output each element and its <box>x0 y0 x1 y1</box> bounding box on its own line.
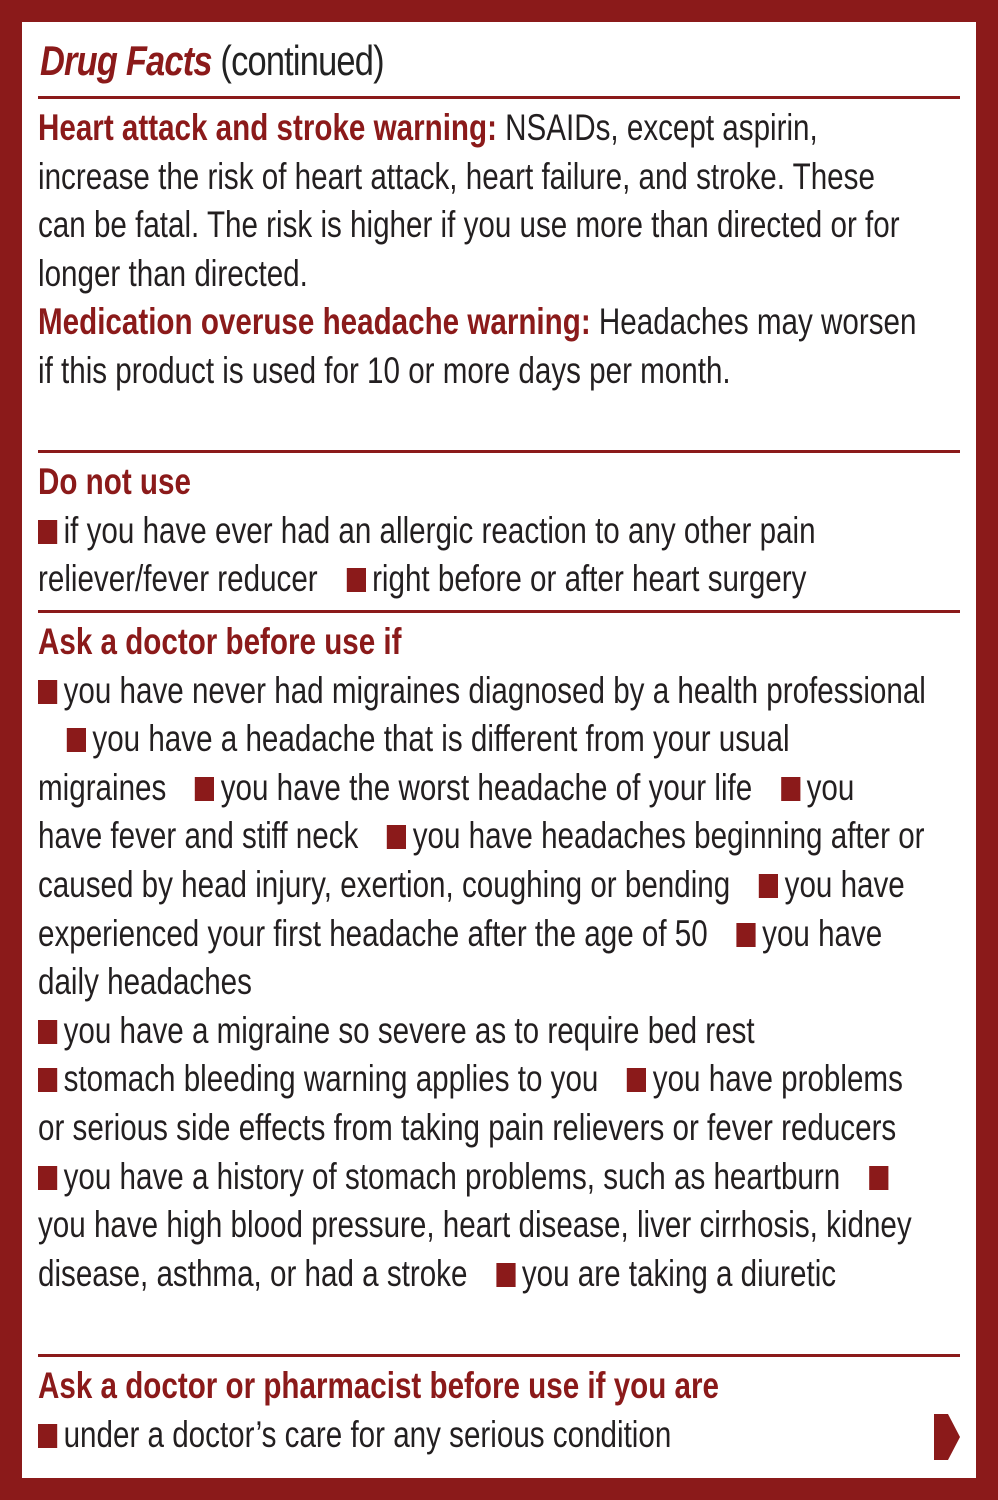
moh-warning-heading: Medication overuse headache warning: <box>38 301 591 343</box>
ask-pharmacist-heading: Ask a doctor or pharmacist before use if you are <box>38 1365 720 1406</box>
square-bullet-icon <box>781 777 800 801</box>
moh-warning-text: Headaches may worsen if this product is used for 10 or more days per month. <box>38 301 917 391</box>
square-bullet-icon <box>387 825 406 849</box>
title-continued: (continued) <box>211 37 384 84</box>
square-bullet-icon <box>759 874 778 898</box>
square-bullet-icon <box>38 1424 57 1448</box>
square-bullet-icon <box>38 1166 57 1190</box>
list-item: you have problems or serious side effects from taking pain relievers or fever reducers <box>38 1058 903 1148</box>
divider <box>38 1354 960 1357</box>
list-item: you have daily headaches <box>38 912 883 1003</box>
list-item: you have never had migraines diagnosed by a health professional <box>63 669 926 711</box>
list-item: you have headaches beginning after or caused by head injury, exertion, coughing or bending <box>38 815 925 905</box>
title-bold: Drug Facts <box>40 37 212 84</box>
list-item: you have high blood pressure, heart disease, liver cirrhosis, kidney disease, asthma, or had a stroke <box>38 1204 912 1294</box>
square-bullet-icon <box>38 1068 57 1092</box>
square-bullet-icon <box>38 520 57 544</box>
list-item: you have fever and stiff neck <box>38 766 855 857</box>
list-item: right before or after heart surgery <box>372 558 807 600</box>
square-bullet-icon <box>869 1166 888 1190</box>
square-bullet-icon <box>346 568 365 592</box>
list-item: you have experienced your first headache after the age of 50 <box>38 863 905 954</box>
warnings-section <box>38 104 926 396</box>
divider <box>38 450 960 453</box>
ask-pharmacist-section <box>38 1362 926 1459</box>
list-item: stomach bleeding warning applies to you <box>63 1058 599 1100</box>
divider <box>38 96 960 99</box>
heart-warning-heading: Heart attack and stroke warning: <box>38 107 497 148</box>
square-bullet-icon <box>737 923 756 947</box>
square-bullet-icon <box>627 1068 646 1092</box>
list-item: you have the worst headache of your life <box>220 766 753 808</box>
square-bullet-icon <box>38 1020 57 1044</box>
drug-facts-panel <box>22 22 976 1478</box>
arrow-right-icon[interactable] <box>932 1412 962 1462</box>
list-item: you have a history of stomach problems, such as heartburn <box>63 1155 841 1197</box>
ask-doctor-heading: Ask a doctor before use if <box>38 621 402 662</box>
heart-warning-text: NSAIDs, except aspirin, increase the risk of heart attack, heart failure, and stroke. These can be fatal. The risk is higher if you use more than directed or for longer than directed. <box>38 107 900 294</box>
list-item: you have a migraine so severe as to require bed rest <box>63 1009 755 1051</box>
divider <box>38 610 960 613</box>
list-item: under a doctor’s care for any serious condition <box>63 1413 672 1455</box>
square-bullet-icon <box>496 1263 515 1287</box>
square-bullet-icon <box>195 777 214 801</box>
list-item: if you have ever had an allergic reaction to any other pain reliever/fever reducer <box>38 509 816 600</box>
do-not-use-section <box>38 458 926 604</box>
square-bullet-icon <box>67 728 86 752</box>
ask-doctor-section <box>38 618 926 1298</box>
page-title <box>40 30 384 92</box>
do-not-use-heading: Do not use <box>38 461 191 502</box>
list-item: you have a headache that is different from your usual migraines <box>38 718 790 808</box>
square-bullet-icon <box>38 680 57 704</box>
list-item: you are taking a diuretic <box>521 1252 837 1294</box>
